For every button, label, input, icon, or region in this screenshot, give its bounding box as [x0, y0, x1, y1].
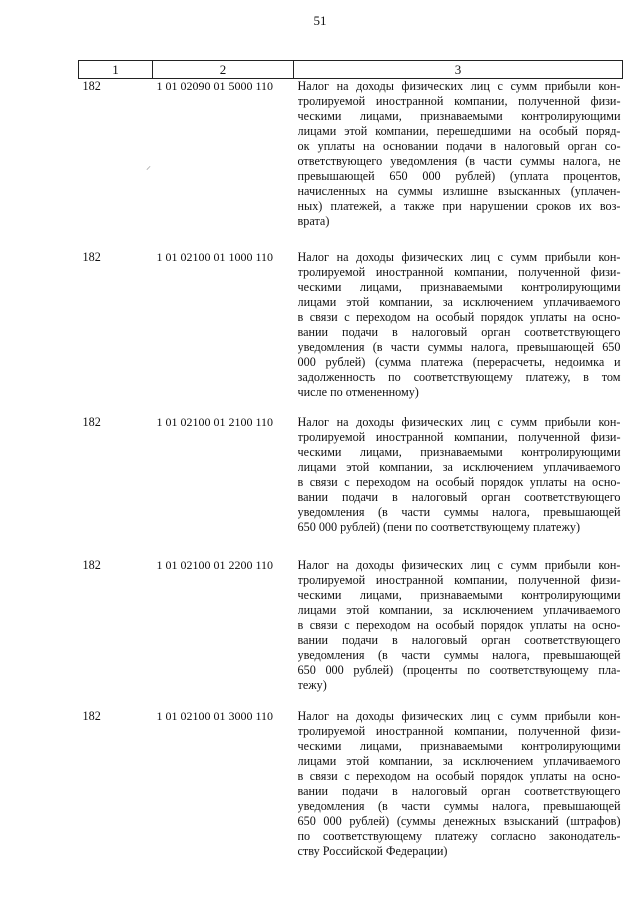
description-line: вании подачи в налоговый орган соответствующего	[297, 325, 621, 339]
page-number: 51	[313, 13, 327, 28]
description-line: лицами этой компании, за исключением уплачиваемого	[297, 754, 621, 768]
description-line: ческими лицами, признаваемыми контролирующими	[297, 739, 621, 753]
description-line: вании подачи в налоговый орган соответствующего	[297, 784, 621, 798]
description-line: числе по отмененному)	[297, 385, 419, 399]
description-line: ству Российской Федерации)	[297, 844, 448, 858]
description-line: Налог на доходы физических лиц с сумм прибыли кон-	[297, 79, 621, 93]
admin-code-cell: 182	[82, 415, 101, 429]
description-line: ок уплаты на основании подачи в налоговый орган со-	[297, 139, 621, 153]
description-line: в связи с переходом на особый порядок уплаты на осно-	[297, 769, 621, 783]
description-line: уведомления (в части суммы налога, превышающей	[297, 505, 621, 519]
description-line: в связи с переходом на особый порядок уплаты на осно-	[297, 618, 621, 632]
description-line: Налог на доходы физических лиц с сумм прибыли кон-	[297, 558, 621, 572]
description-line: лицами этой компании, за исключением уплачиваемого	[297, 603, 621, 617]
table-row	[79, 79, 623, 251]
description-line: 650 000 рублей) (проценты по соответствующему пла-	[297, 663, 621, 677]
admin-code-cell: 182	[82, 250, 101, 264]
description-line: ных) платежей, а также при нарушении сроков их воз-	[297, 199, 621, 213]
description-cell	[294, 415, 623, 558]
description-line: начисленных на суммы излишне взысканных (уплачен-	[297, 184, 621, 198]
description-line: ческими лицами, признаваемыми контролирующими	[297, 280, 621, 294]
description-line: тролируемой иностранной компании, полученной физи-	[297, 724, 621, 738]
table-header	[79, 61, 623, 79]
description-line: лицами этой компании, за исключением уплачиваемого	[297, 295, 621, 309]
description-line: ответствующего уведомления (в части суммы налога, не	[297, 154, 621, 168]
kbk-code-cell: 1 01 02100 01 1000 110	[156, 250, 274, 264]
description-line: врата)	[297, 214, 330, 228]
description-line: в связи с переходом на особый порядок уплаты на осно-	[297, 475, 621, 489]
description-line: уведомления (в части суммы налога, превышающей	[297, 648, 621, 662]
column-header-3: 3	[294, 61, 623, 79]
description-line: ческими лицами, признаваемыми контролирующими	[297, 109, 621, 123]
kbk-code-cell: 1 01 02100 01 3000 110	[156, 709, 274, 723]
description-line: тролируемой иностранной компании, полученной физи-	[297, 94, 621, 108]
description-line: в связи с переходом на особый порядок уплаты на осно-	[297, 310, 621, 324]
table-row	[79, 250, 623, 415]
description-line: тролируемой иностранной компании, полученной физи-	[297, 573, 621, 587]
description-line: тролируемой иностранной компании, полученной физи-	[297, 430, 621, 444]
description-line: 650 000 рублей) (пени по соответствующему платежу)	[297, 520, 581, 534]
description-cell	[294, 79, 623, 251]
description-line: лицами этой компании, перешедшими на особый поряд-	[297, 124, 621, 138]
description-line: тролируемой иностранной компании, полученной физи-	[297, 265, 621, 279]
description-line: 000 рублей) (сумма платежа (перерасчеты, недоимка и	[297, 355, 621, 369]
description-line: вании подачи в налоговый орган соответствующего	[297, 633, 621, 647]
kbk-code-cell: 1 01 02090 01 5000 110	[156, 79, 274, 93]
description-cell	[294, 250, 623, 415]
description-line: Налог на доходы физических лиц с сумм прибыли кон-	[297, 709, 621, 723]
description-line: уведомления (в части суммы налога, превышающей 650	[297, 340, 621, 354]
table-row	[79, 558, 623, 709]
kbk-code-cell: 1 01 02100 01 2100 110	[156, 415, 274, 429]
description-cell	[294, 709, 623, 869]
description-line: вании подачи в налоговый орган соответствующего	[297, 490, 621, 504]
description-line: ческими лицами, признаваемыми контролирующими	[297, 588, 621, 602]
kbk-code-cell: 1 01 02100 01 2200 110	[156, 558, 274, 572]
table-row	[79, 709, 623, 869]
description-line: тежу)	[297, 678, 327, 692]
description-line: Налог на доходы физических лиц с сумм прибыли кон-	[297, 415, 621, 429]
description-line: Налог на доходы физических лиц с сумм прибыли кон-	[297, 250, 621, 264]
description-line: 650 000 рублей) (суммы денежных взысканий (штрафов)	[297, 814, 621, 828]
description-line: по соответствующему платежу согласно законодатель-	[297, 829, 621, 843]
table-row	[79, 415, 623, 558]
description-cell	[294, 558, 623, 709]
admin-code-cell: 182	[82, 709, 101, 723]
column-header-2: 2	[153, 61, 294, 79]
description-line: задолженность по соответствующему платежу, в том	[297, 370, 621, 384]
description-line: лицами этой компании, за исключением уплачиваемого	[297, 460, 621, 474]
column-header-1: 1	[79, 61, 153, 79]
description-line: уведомления (в части суммы налога, превышающей	[297, 799, 621, 813]
table-body	[79, 79, 623, 870]
scan-artifact: ⸝	[146, 161, 151, 172]
description-line: превышающей 650 000 рублей) (уплата процентов,	[297, 169, 621, 183]
admin-code-cell: 182	[82, 79, 101, 93]
admin-code-cell: 182	[82, 558, 101, 572]
description-line: ческими лицами, признаваемыми контролирующими	[297, 445, 621, 459]
budget-classification-table	[78, 60, 623, 869]
